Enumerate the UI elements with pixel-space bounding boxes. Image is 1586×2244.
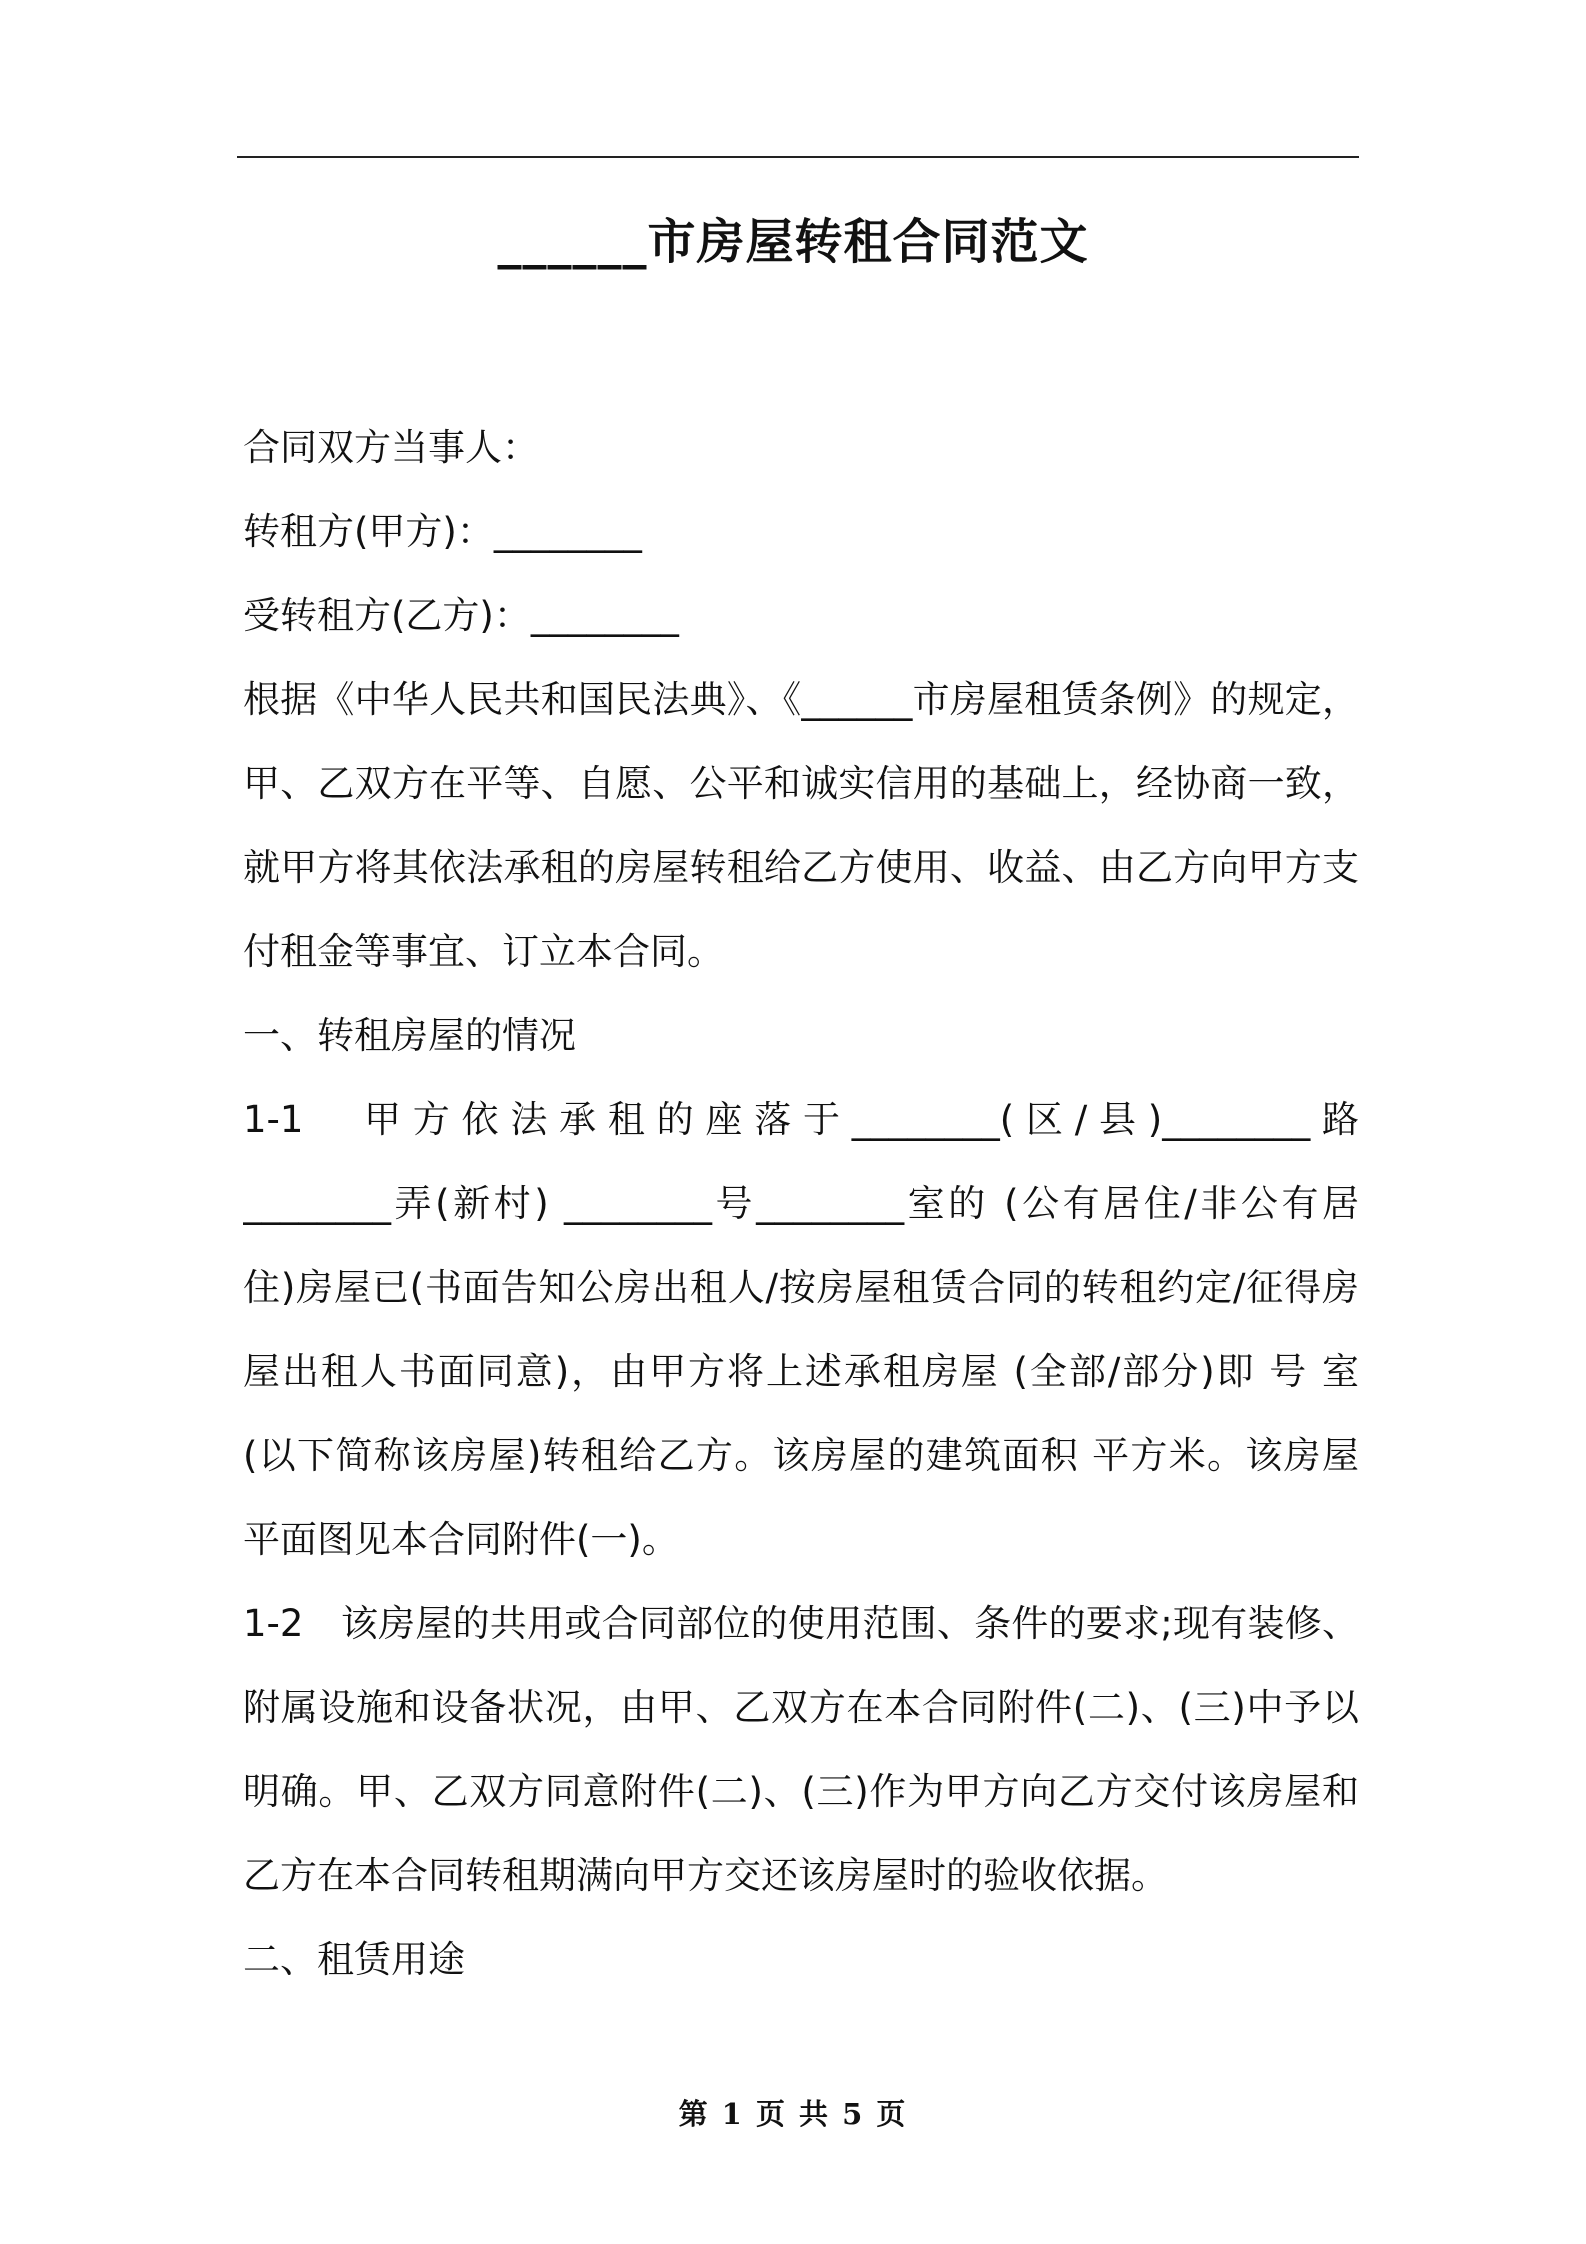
parties-heading: 合同双方当事人： bbox=[243, 426, 539, 469]
party-b-line: 受转租方(乙方)：________ bbox=[243, 594, 679, 637]
preamble-line: 付租金等事宜、订立本合同。 bbox=[243, 930, 724, 973]
clause-1-2-line: 乙方在本合同转租期满向甲方交还该房屋时的验收依据。 bbox=[243, 1854, 1168, 1897]
preamble-line: 根据《中华人民共和国民法典》、《______市房屋租赁条例》的规定， bbox=[243, 678, 1359, 721]
clause-1-1-line: ________弄(新村) ________号________室的 (公有居住/非公有居 bbox=[243, 1182, 1359, 1225]
clause-1-1-line: 平面图见本合同附件(一)。 bbox=[243, 1518, 679, 1561]
preamble-line: 就甲方将其依法承租的房屋转租给乙方使用、收益、由乙方向甲方支 bbox=[243, 846, 1359, 889]
section-2-heading: 二、租赁用途 bbox=[243, 1938, 465, 1981]
document-body bbox=[243, 406, 1359, 2002]
clause-1-1-line: 1-1 甲方依法承租的座落于________(区/县)________路 bbox=[243, 1098, 1359, 1141]
clause-1-1-line: 住)房屋已(书面告知公房出租人/按房屋租赁合同的转租约定/征得房 bbox=[243, 1266, 1359, 1309]
header-rule bbox=[237, 156, 1359, 158]
document-title: ______市房屋转租合同范文 bbox=[497, 214, 1089, 270]
section-1-heading: 一、转租房屋的情况 bbox=[243, 1014, 576, 1057]
clause-1-2-line: 1-2 该房屋的共用或合同部位的使用范围、条件的要求;现有装修、 bbox=[243, 1602, 1359, 1645]
party-a-line: 转租方(甲方)：________ bbox=[243, 510, 642, 553]
page-number: 第 1 页 共 5 页 bbox=[678, 2097, 908, 2131]
clause-1-2-line: 明确。甲、乙双方同意附件(二)、(三)作为甲方向乙方交付该房屋和 bbox=[243, 1770, 1359, 1813]
clause-1-1-line: 屋出租人书面同意)，由甲方将上述承租房屋 (全部/部分)即 号 室 bbox=[243, 1350, 1359, 1393]
clause-1-1-line: (以下简称该房屋)转租给乙方。该房屋的建筑面积 平方米。该房屋 bbox=[243, 1434, 1359, 1477]
clause-1-2-line: 附属设施和设备状况，由甲、乙双方在本合同附件(二)、(三)中予以 bbox=[243, 1686, 1359, 1729]
preamble-line: 甲、乙双方在平等、自愿、公平和诚实信用的基础上，经协商一致， bbox=[243, 762, 1359, 805]
